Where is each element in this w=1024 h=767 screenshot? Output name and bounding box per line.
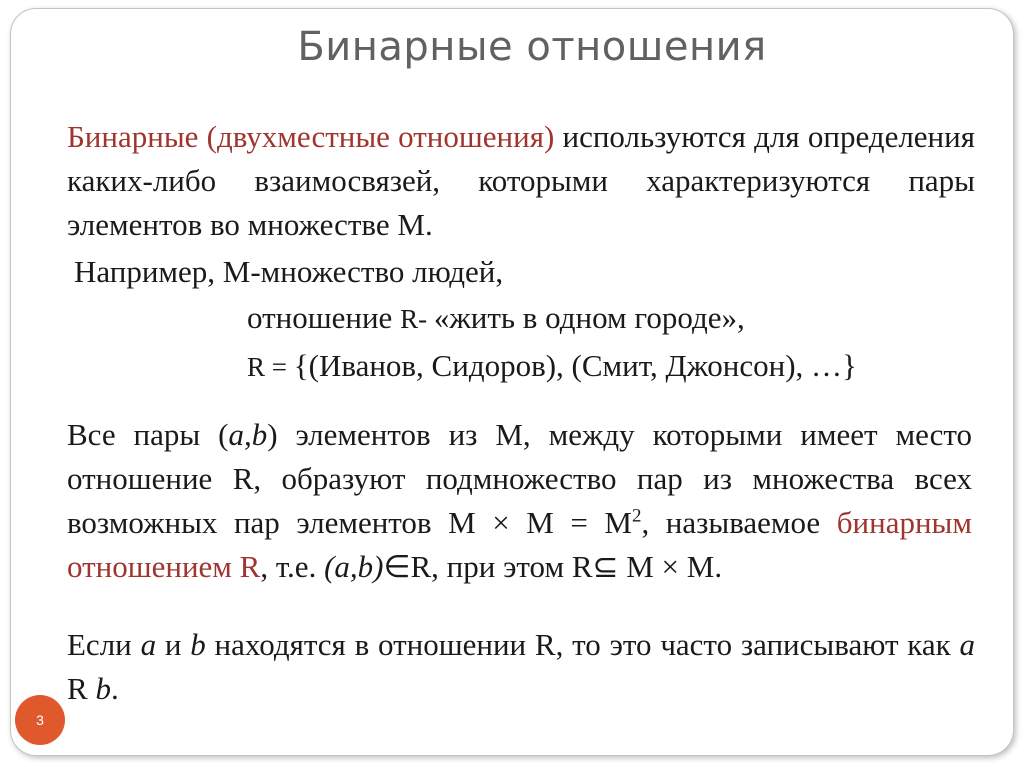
variable-b: b [190,627,206,662]
variable-b: b [95,671,111,706]
example-line-2 [247,296,745,341]
example-relation-symbol: R- [400,304,434,334]
text-span: R [67,671,96,706]
example-relation-text: «жить в одном городе», [433,300,745,335]
page-number-badge [15,695,65,745]
example-set-text: {(Иванов, Сидоров), (Смит, Джонсон), …} [293,348,857,383]
text-span: . [110,671,119,706]
example-set-symbol: R = [247,352,294,382]
paragraph-notation [67,623,975,711]
binary-relation-term: бинарным отношением R [67,505,972,584]
text-span: ) элементов из М, между которыми имеет место отношение R, образуют подмножество пар из множества всех возможных пар элементов M × M = M [67,417,973,540]
text-span: Все пары ( [67,417,229,452]
paragraph-binary-relation [67,413,972,589]
variable-a: a [140,627,157,662]
example-line-3 [247,344,857,389]
text-span: и [156,627,191,662]
pair-expression: (a,b) [324,549,384,584]
superscript: 2 [631,505,642,527]
definition-term: Бинарные (двухместные отношения) [67,119,555,154]
variable-a: a [959,627,976,662]
slide-title: Бинарные отношения [297,24,767,70]
definition-text: используются для определения каких-либо взаимосвязей, которыми характеризуются пары элементов во множестве М. [67,119,975,242]
example-relation-label: отношение [247,300,401,335]
page-number: 3 [36,712,44,728]
text-span: Если [67,627,141,662]
paragraph-definition [67,115,975,247]
text-span: , т.е. [260,549,325,584]
example-line-1: Например, М-множество людей, [74,254,504,289]
text-span: , называемое [641,505,837,540]
text-span: находятся в отношении R, то это часто записывают как [205,627,960,662]
text-span: ∈R, при этом R⊆ M × M. [383,549,723,584]
pair-variables: a,b [228,417,268,452]
